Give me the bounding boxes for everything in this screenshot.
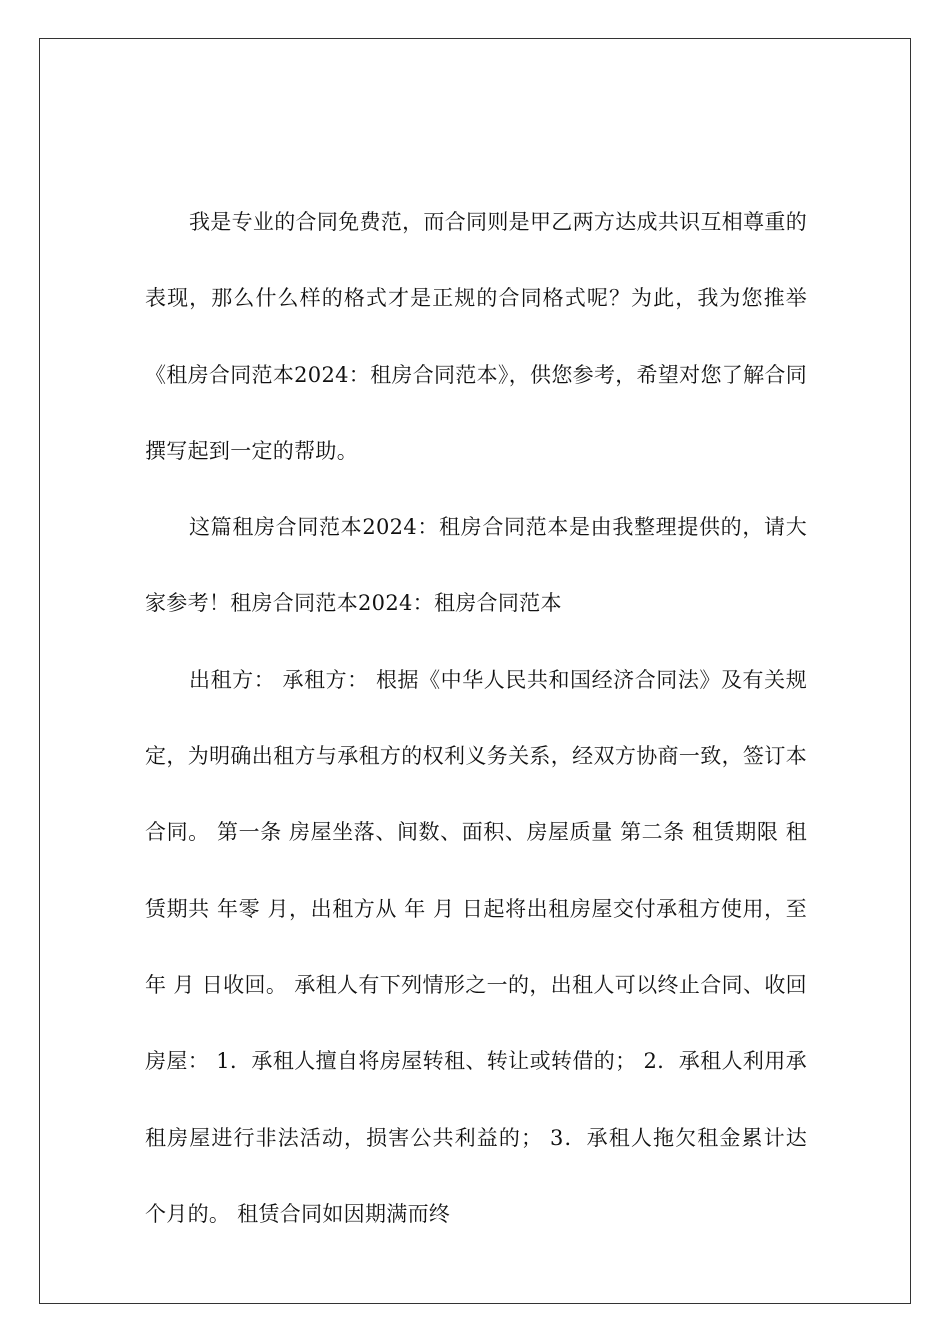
preface-paragraph: 这篇租房合同范本2024：租房合同范本是由我整理提供的，请大家参考！租房合同范本2024：租房合同范本 — [145, 515, 807, 616]
contract-paragraph: 出租方： 承租方： 根据《中华人民共和国经济合同法》及有关规定，为明确出租方与承租方的权利义务关系，经双方协商一致，签订本合同。 第一条 房屋坐落、间数、面积、房屋质量 第二条 租赁期限 租赁期共 年零 月，出租方从 年 月 日起将出租房屋交付承租方使用，至 年 月 日收回。 承租人有下列情形之一的，出租人可以终止合同、收回房屋： 1．承租人擅自将房屋转租、转让或转借的； 2．承租人利用承租房屋进行非法活动，损害公共利益的； 3．承租人拖欠租金累计达 个月的。 租赁合同如因期满而终 — [145, 667, 807, 1226]
intro-paragraph: 我是专业的合同免费范，而合同则是甲乙两方达成共识互相尊重的表现，那么什么样的格式才是正规的合同格式呢？为此，我为您推举《租房合同范本2024：租房合同范本》，供您参考，希望对您了解合同撰写起到一定的帮助。 — [145, 210, 807, 463]
document-body — [145, 184, 807, 1252]
